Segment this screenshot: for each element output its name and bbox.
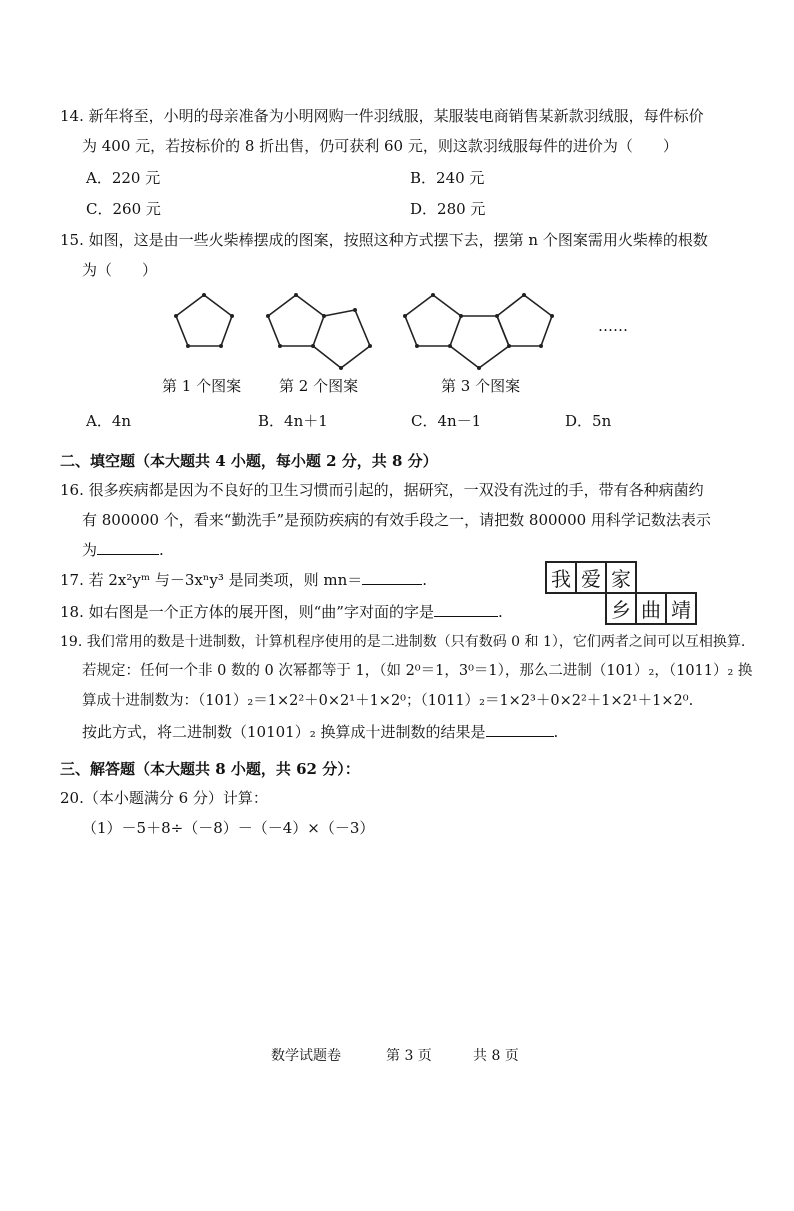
cube-face-xiang: 乡 [606, 593, 636, 624]
footer-page-number: 第 3 页 [386, 1048, 432, 1064]
q14-option-b: B．240 元 [410, 169, 485, 187]
figure-1-pentagon [176, 295, 232, 346]
q14-option-a: A．220 元 [86, 169, 161, 187]
q14-option-c: C．260 元 [86, 200, 161, 218]
q16-line3 [82, 540, 164, 560]
q15-line2: 为（ ） [82, 261, 158, 279]
q17-line [60, 570, 427, 590]
q14-line2: 为 400 元，若按标价的 8 折出售，仍可获利 60 元，则这款羽绒服每件的进价为（ ） [82, 137, 678, 155]
q15-option-c: C．4n－1 [411, 412, 482, 430]
cube-face-wo: 我 [546, 562, 576, 593]
q18-line [60, 602, 503, 622]
caption-figure-3: 第 3 个图案 [441, 377, 521, 395]
q18-text: 18. 如右图是一个正方体的展开图，则“曲”字对面的字是 [60, 603, 434, 621]
footer-paper-name: 数学试题卷 [271, 1048, 341, 1064]
q15-option-d: D．5n [565, 412, 612, 430]
q19-line3: 算成十进制数为：（101）₂＝1×2²＋0×2¹＋1×2⁰；（1011）₂＝1×2³＋0×2²＋1×2¹＋1×2⁰. [82, 693, 694, 709]
q17-end: . [422, 571, 428, 589]
cube-face-qu: 曲 [636, 593, 666, 624]
q18-answer-blank[interactable] [434, 602, 498, 617]
cube-face-jia: 家 [606, 562, 636, 593]
q18-end: . [497, 603, 503, 621]
q20-part1: （1）－5＋8÷（－8）－（－4）×（－3） [82, 819, 375, 837]
q19-line4-text: 按此方式，将二进制数（10101）₂ 换算成十进制数的结果是 [82, 723, 486, 741]
cube-face-jing: 靖 [666, 593, 696, 624]
q16-line3-text: 为 [82, 541, 98, 559]
figure-3-vertices [403, 293, 554, 370]
cube-net [545, 561, 697, 625]
figure-3-pentagons [405, 295, 552, 368]
q19-line4-end: . [553, 723, 559, 741]
figure-1-vertices [174, 293, 234, 348]
caption-figure-1: 第 1 个图案 [162, 377, 242, 395]
figure-2-pentagons [268, 295, 370, 368]
q15-option-b: B．4n＋1 [258, 412, 328, 430]
q14-line1: 14. 新年将至，小明的母亲准备为小明网购一件羽绒服，某服装电商销售某新款羽绒服，每件标价 [60, 107, 704, 125]
q15-option-a: A．4n [86, 412, 132, 430]
section-3-heading: 三、解答题（本大题共 8 小题，共 62 分）： [60, 760, 360, 778]
q19-line4 [82, 722, 558, 742]
caption-figure-2: 第 2 个图案 [279, 377, 359, 395]
footer-total-pages: 共 8 页 [473, 1048, 519, 1064]
q17-text: 17. 若 2x²yᵐ 与－3xⁿy³ 是同类项，则 mn＝ [60, 571, 363, 589]
q19-line1: 19. 我们常用的数是十进制数，计算机程序使用的是二进制数（只有数码 0 和 1），它们两者之间可以互相换算. [60, 634, 746, 650]
cube-face-ai: 爱 [576, 562, 606, 593]
q16-line3-end: . [159, 541, 164, 559]
q16-line2: 有 800000 个，看来“勤洗手”是预防疾病的有效手段之一，请把数 800000 用科学记数法表示 [82, 511, 711, 529]
ellipsis: …… [598, 317, 628, 335]
q15-line1: 15. 如图，这是由一些火柴棒摆成的图案，按照这种方式摆下去，摆第 n 个图案需用火柴棒的根数 [60, 231, 708, 249]
q20-title: 20.（本小题满分 6 分）计算： [60, 789, 268, 807]
q17-answer-blank[interactable] [362, 570, 422, 585]
section-2-heading: 二、填空题（本大题共 4 小题，每小题 2 分，共 8 分） [60, 452, 438, 470]
q14-option-d: D．280 元 [410, 200, 486, 218]
q16-line1: 16. 很多疾病都是因为不良好的卫生习惯而引起的，据研究，一双没有洗过的手，带有各种病菌约 [60, 481, 704, 499]
q19-answer-blank[interactable] [486, 722, 554, 737]
q19-line2: 若规定：任何一个非 0 数的 0 次幂都等于 1，（如 2⁰＝1，3⁰＝1），那么二进制（101）₂，（1011）₂ 换 [82, 663, 753, 679]
q16-answer-blank[interactable] [97, 540, 159, 555]
